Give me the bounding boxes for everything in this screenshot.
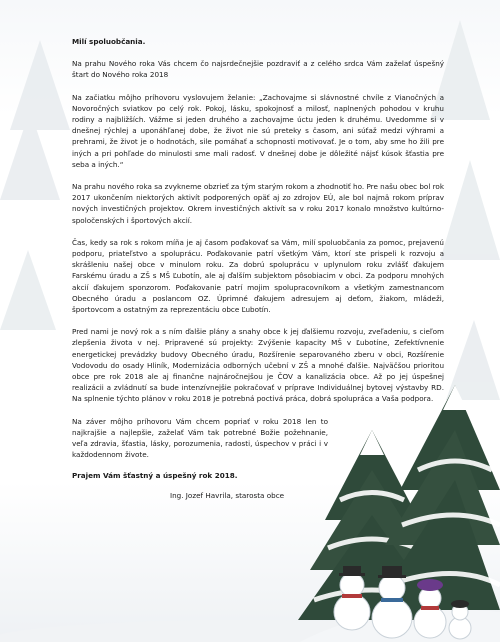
snowman-child	[449, 600, 471, 639]
paragraph-4: Čas, kedy sa rok s rokom míňa je aj časom poďakovať sa Vám, milí spoluobčania za pomoc, prejavenú podporu, priateľstvo a spoluprácu. Poďakovanie patrí všetkým Vám, ktorí ste prispeli k rozvoju a skrášleniu našej obce v minulom roku. Za dobrú spoluprácu v uplynulom roku zvlášť ďakujem Farskému úradu a ZŠ s MŠ Ľubotín, ale aj ďalším subjektom pôsobiacim v obci. Za podporu mnohých akcií ďakujem sponzorom. Poďakovanie patrí mojim spolupracovníkom a všetkým zamestnancom Obecného úradu a poslancom OZ. Úprimné ďakujem adresujem aj deťom, žiakom, mládeži, športovcom a ostatným za reprezentáciu obce Ľubotín.	[72, 237, 444, 315]
greeting: Milí spoluobčania.	[72, 37, 146, 46]
paragraph-5: Pred nami je nový rok a s ním ďalšie plány a snahy obce k jej ďalšiemu rozvoju, zveľadeniu, s cieľom zlepšenia života v nej. Pripravené sú projekty: Zvýšenie kapacity MŠ v Ľubotíne, Zefektívnenie energetickej prevádzky budovy Obecného úradu, Rozšírenie separovaného zberu v obci, Rozšírenie Vodovodu do osady Hliník, Modernizácia odborných učební v ZŠ a mnohé ďalšie. Najväčšou prioritou obce pre rok 2018 ale aj finančne najnáročnejšou je ČOV a kanalizácia obce. Až po jej úspešnej realizácii a zvládnutí sa bude intenzívnejšie pokračovať v príprave Individuálnej bytovej výstavby RD. Na splnenie týchto plánov v roku 2018 je potrebná poctivá práca, dobrá spolupráca a Vaša podpora.	[72, 327, 444, 404]
paragraph-1: Na prahu Nového roka Vás chcem čo najsrdečnejšie pozdraviť a z celého srdca Vám zaželať úspešný štart do Nového roka 2018	[72, 59, 444, 80]
signature: Ing. Jozef Havrila, starosta obce	[170, 490, 285, 500]
closing-paragraph: Na záver môjho príhovoru Vám chcem popriať v roku 2018 len to najkrajšie a najlepšie, zaželať Vám tak potrebné Božie požehnanie, veľa zdravia, šťastia, lásky, porozumenia, radosti, úspechov v práci i v každodennom živote.	[72, 416, 328, 460]
paragraph-2: Na začiatku môjho príhovoru vyslovujem želanie: „Zachovajme si slávnostné chvíle z Vianočných a Novoročných sviatkov po celý rok. Pokoj, lásku, spokojnosť a milosť, naplnených pohodou v kruhu rodiny a najbližších. Vážme si jeden druhého a zachovajme úctu jeden k druhému. Uvedomme si v dnešnej rýchlej a uponáhľanej dobe, že život nie sú preteky s časom, ani súťaž medzi výhrami a prehrami, že život je o hodnotách, sile pomáhať a schopnosti motivovať. Je o tom, aby sme ho žili pre iných a pri pohľade do minulosti sme mali radosť. V dnešnej dobe je dôležité nájsť kúsok šťastia pre seba a iných.“	[72, 92, 444, 169]
paragraph-3: Na prahu nového roka sa zvykneme obzrieť za tým starým rokom a zhodnotiť ho. Pre našu obec bol rok 2017 ukončením niektorých aktivít podporených opäť aj zo zdrojov EÚ, ale bol najmä rokom príprav nových investičných projektov. Okrem investičných aktivít sa v roku 2017 konalo množstvo kultúrno-spoločenských i športových akcií.	[72, 182, 444, 225]
new-year-wish: Prajem Vám šťastný a úspešný rok 2018.	[72, 470, 238, 480]
